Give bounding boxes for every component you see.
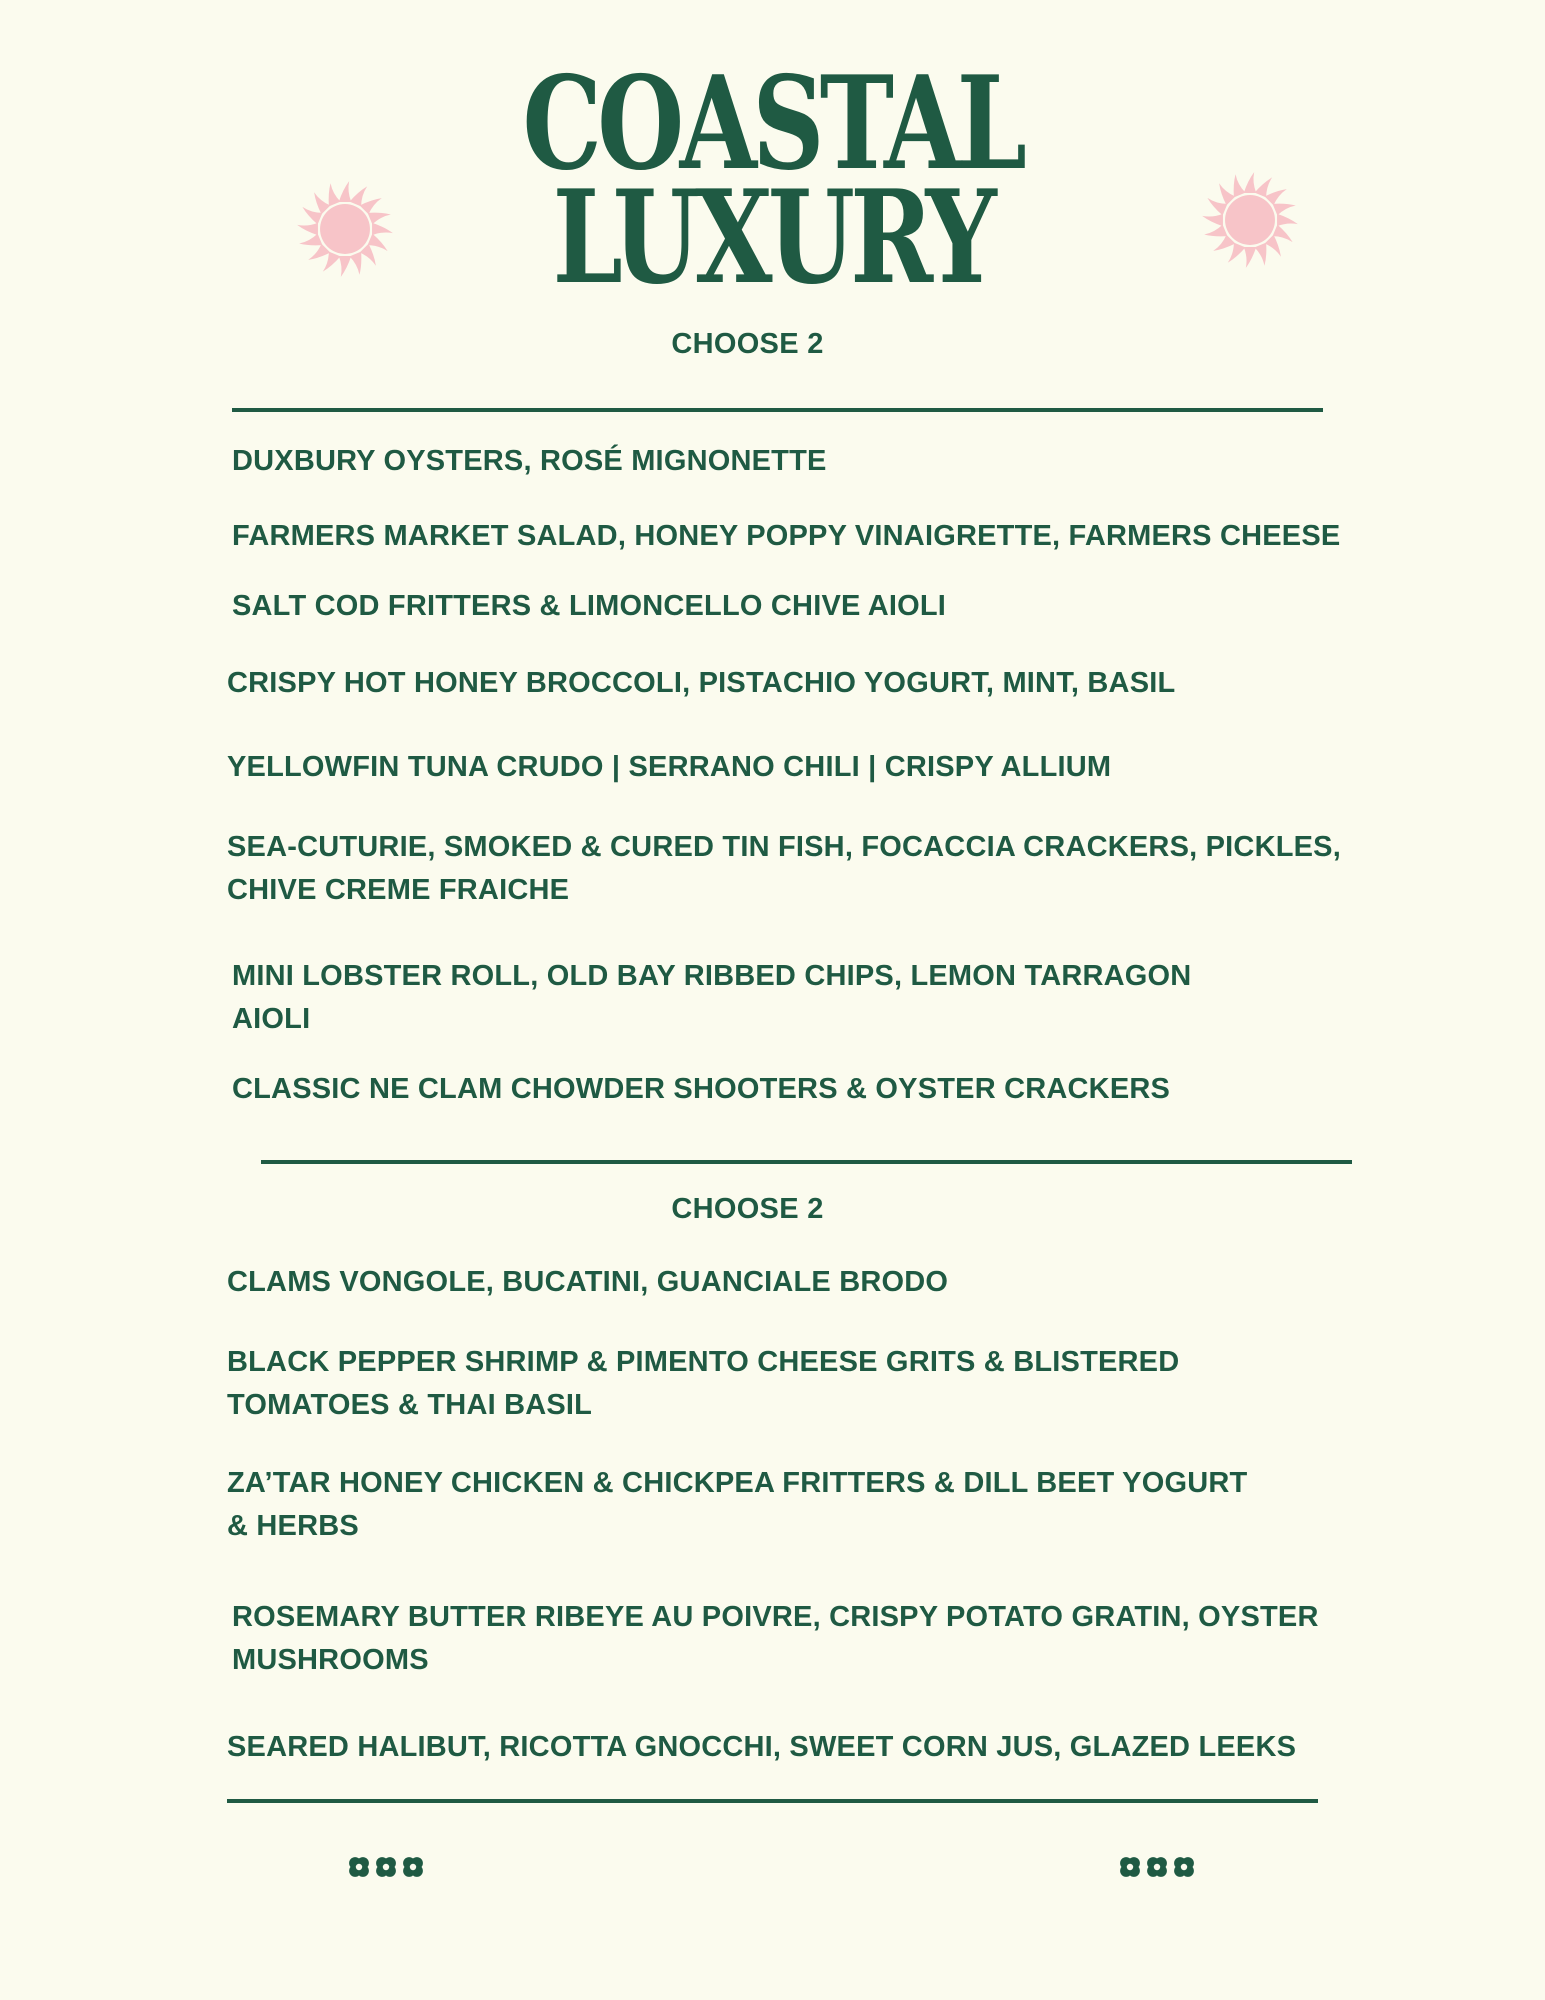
sun-ray bbox=[372, 223, 393, 235]
sun-ray bbox=[1244, 172, 1256, 193]
menu-item-line: BLACK PEPPER SHRIMP & PIMENTO CHEESE GRITS & BLISTERED bbox=[227, 1346, 1180, 1378]
sun-icon bbox=[1202, 172, 1298, 268]
menu-item bbox=[232, 1596, 1319, 1682]
menu-item bbox=[227, 1341, 1179, 1427]
flower-icon bbox=[376, 1857, 396, 1877]
menu-item-line: SEA-CUTURIE, SMOKED & CURED TIN FISH, FOCACCIA CRACKERS, PICKLES, bbox=[227, 831, 1341, 863]
title-line-2: LUXURY bbox=[552, 163, 993, 313]
sun-ray bbox=[1244, 247, 1256, 268]
section-1-heading: CHOOSE 2 bbox=[671, 328, 824, 360]
menu-item: SEARED HALIBUT, RICOTTA GNOCCHI, SWEET CORN JUS, GLAZED LEEKS bbox=[227, 1731, 1297, 1763]
sun-icon bbox=[297, 181, 393, 277]
sun-ray bbox=[1202, 214, 1223, 226]
sun-ray bbox=[307, 244, 331, 268]
menu-item-line: & HERBS bbox=[227, 1510, 359, 1542]
menu-item: SALT COD FRITTERS & LIMONCELLO CHIVE AIOLI bbox=[232, 590, 947, 622]
sun-ray bbox=[339, 181, 351, 202]
sun-ray bbox=[339, 256, 351, 277]
menu-item: CRISPY HOT HONEY BROCCOLI, PISTACHIO YOGURT, MINT, BASIL bbox=[227, 667, 1176, 699]
sun-ray bbox=[360, 191, 384, 215]
menu-item-line: MUSHROOMS bbox=[232, 1644, 429, 1676]
flower-icon bbox=[1147, 1857, 1167, 1877]
menu-item-line: CHIVE CREME FRAICHE bbox=[227, 874, 570, 906]
flower-icon bbox=[349, 1857, 369, 1877]
flower-trio-icon bbox=[1120, 1857, 1194, 1877]
menu-item-line: ROSEMARY BUTTER RIBEYE AU POIVRE, CRISPY POTATO GRATIN, OYSTER bbox=[232, 1601, 1319, 1633]
menu-item-line: AIOLI bbox=[232, 1003, 311, 1035]
menu-item: DUXBURY OYSTERS, ROSÉ MIGNONETTE bbox=[232, 445, 827, 477]
sun-ray bbox=[1277, 214, 1298, 226]
flower-icon bbox=[1174, 1857, 1194, 1877]
sun-ray bbox=[360, 244, 384, 268]
title-line-1: COASTAL bbox=[522, 49, 1023, 199]
menu-item bbox=[227, 1462, 1247, 1548]
divider-middle bbox=[261, 1160, 1352, 1164]
sun-ray bbox=[297, 223, 318, 235]
flower-trio-icon-right bbox=[1116, 1852, 1198, 1882]
sun-ray bbox=[1265, 182, 1289, 206]
menu-item: CLASSIC NE CLAM CHOWDER SHOOTERS & OYSTER CRACKERS bbox=[232, 1073, 1171, 1105]
sun-ray bbox=[307, 191, 331, 215]
divider-bottom bbox=[227, 1799, 1318, 1803]
menu-item: FARMERS MARKET SALAD, HONEY POPPY VINAIGRETTE, FARMERS CHEESE bbox=[232, 520, 1341, 552]
flower-icon bbox=[1120, 1857, 1140, 1877]
sun-ray bbox=[1265, 235, 1289, 259]
flower-trio-icon bbox=[349, 1857, 423, 1877]
menu-item: YELLOWFIN TUNA CRUDO | SERRANO CHILI | CRISPY ALLIUM bbox=[227, 751, 1112, 783]
menu-item-line: ZA’TAR HONEY CHICKEN & CHICKPEA FRITTERS & DILL BEET YOGURT bbox=[227, 1467, 1248, 1499]
flower-icon bbox=[403, 1857, 423, 1877]
menu-item bbox=[227, 826, 1341, 912]
menu-item bbox=[232, 955, 1191, 1041]
sun-ray bbox=[1212, 182, 1236, 206]
menu-item-line: TOMATOES & THAI BASIL bbox=[227, 1389, 593, 1421]
sun-icon-right bbox=[1198, 168, 1302, 272]
divider-top bbox=[232, 408, 1323, 412]
sun-ray bbox=[1212, 235, 1236, 259]
sun-icon-left bbox=[293, 177, 397, 281]
menu-item: CLAMS VONGOLE, BUCATINI, GUANCIALE BRODO bbox=[227, 1266, 949, 1298]
section-2-heading: CHOOSE 2 bbox=[671, 1193, 824, 1225]
flower-trio-icon-left bbox=[345, 1852, 427, 1882]
menu-item-line: MINI LOBSTER ROLL, OLD BAY RIBBED CHIPS, LEMON TARRAGON bbox=[232, 960, 1192, 992]
